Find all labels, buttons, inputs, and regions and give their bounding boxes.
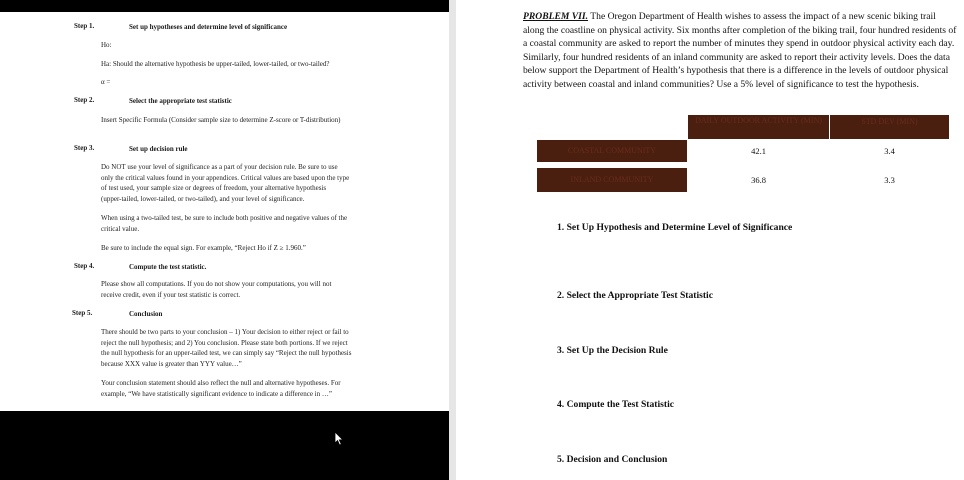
step1-number: Step 1. [74, 22, 95, 30]
step3-paragraph-2 [101, 213, 421, 234]
step1-title: Set up hypotheses and determine level of significance [129, 23, 288, 31]
text-line: (upper-tailed, lower-tailed, or two-tailed), and your level of significance. [101, 194, 305, 203]
step3-paragraph-1 [101, 162, 421, 204]
row-label-coastal: COASTAL COMMUNITY [537, 140, 687, 162]
text-line: because XXX value is greater than YYY value…” [101, 359, 242, 368]
header-std-dev: STD DEV (MIN) [830, 115, 949, 139]
coastal-mean: 42.1 [751, 146, 766, 156]
step4-title: Compute the test statistic. [129, 263, 207, 271]
data-table [537, 115, 950, 198]
step1-ha: Ha: Should the alternative hypothesis be upper-tailed, lower-tailed, or two-tailed? [101, 60, 330, 68]
mouse-pointer-icon [334, 431, 344, 446]
step4-paragraph [101, 279, 421, 300]
step1-ho: Ho: [101, 41, 112, 49]
header-daily-activity: DAILY OUTDOOR ACTIVITY (MIN) [688, 115, 829, 139]
row-label-inland: INLAND COMMUNITY [537, 168, 687, 192]
text-line: only the critical values found in your appendices. Critical values are based upon the type [101, 173, 350, 182]
left-top-bar [0, 0, 449, 12]
question-1: 1. Set Up Hypothesis and Determine Level of Significance [557, 222, 793, 233]
question-5: 5. Decision and Conclusion [557, 454, 668, 465]
step2-body: Insert Specific Formula (Consider sample size to determine Z-score or T-distribution) [101, 116, 341, 124]
step5-title: Conclusion [129, 310, 163, 318]
step3-title: Set up decision rule [129, 145, 188, 153]
step5-paragraph-2 [101, 378, 421, 399]
inland-sd: 3.3 [884, 175, 895, 185]
step5-number: Step 5. [72, 309, 93, 317]
text-line: receive credit, even if your test statistic is correct. [101, 290, 241, 299]
step2-title: Select the appropriate test statistic [129, 97, 232, 105]
text-line: Do NOT use your level of significance as a part of your decision rule. Be sure to use [101, 163, 338, 171]
step3-number: Step 3. [74, 144, 95, 152]
text-line: critical value. [101, 224, 140, 233]
question-3: 3. Set Up the Decision Rule [557, 345, 668, 356]
text-line: There should be two parts to your conclusion – 1) Your decision to either reject or fail to [101, 328, 349, 336]
step4-number: Step 4. [74, 262, 95, 270]
question-4: 4. Compute the Test Statistic [557, 399, 674, 410]
text-line: When using a two-tailed test, be sure to include both positive and negative values of the [101, 214, 348, 222]
pane-divider[interactable] [449, 0, 456, 480]
question-2: 2. Select the Appropriate Test Statistic [557, 290, 713, 301]
text-line: of test used, your sample size or degrees of freedom, your alternative hypothesis [101, 184, 327, 192]
text-line: Please show all computations. If you do not show your computations, you will not [101, 280, 332, 288]
step5-paragraph-1 [101, 327, 421, 369]
inland-mean: 36.8 [751, 175, 766, 185]
step3-paragraph-3: Be sure to include the equal sign. For example, “Reject Ho if Z ≥ 1.960.” [101, 244, 306, 252]
problem-body: The Oregon Department of Health wishes to assess the impact of a new scenic biking trail along the coastline on physical activity. Six months after completion of the biking trail, four hundred residents of a coastal community are asked to report the number of minutes they spend in outdoor physical activity each day. Similarly, four hundred residents of an inland community are asked to report their activity levels. Does the data below support the Department of Health’s hypothesis that there is a difference in the levels of outdoor physical activity between coastal and inland communities? Use a 5% level of significance to test the hypothesis. [523, 11, 957, 90]
text-line: Your conclusion statement should also reflect the null and alternative hypotheses. For [101, 379, 341, 387]
text-line: example, “We have statistically significant evidence to indicate a difference in …” [101, 389, 332, 398]
problem-title: PROBLEM VII. [523, 11, 589, 22]
text-line: the null hypothesis for an upper-tailed test, we can simply say “Reject the null hypothesis [101, 349, 352, 357]
text-line: reject the null hypothesis; and 2) You conclusion. Please state both portions. If we reject [101, 338, 348, 347]
coastal-sd: 3.4 [884, 146, 895, 156]
left-empty-area [0, 411, 449, 480]
problem-statement [523, 10, 959, 91]
step1-alpha: α = [101, 78, 111, 86]
step2-number: Step 2. [74, 96, 95, 104]
